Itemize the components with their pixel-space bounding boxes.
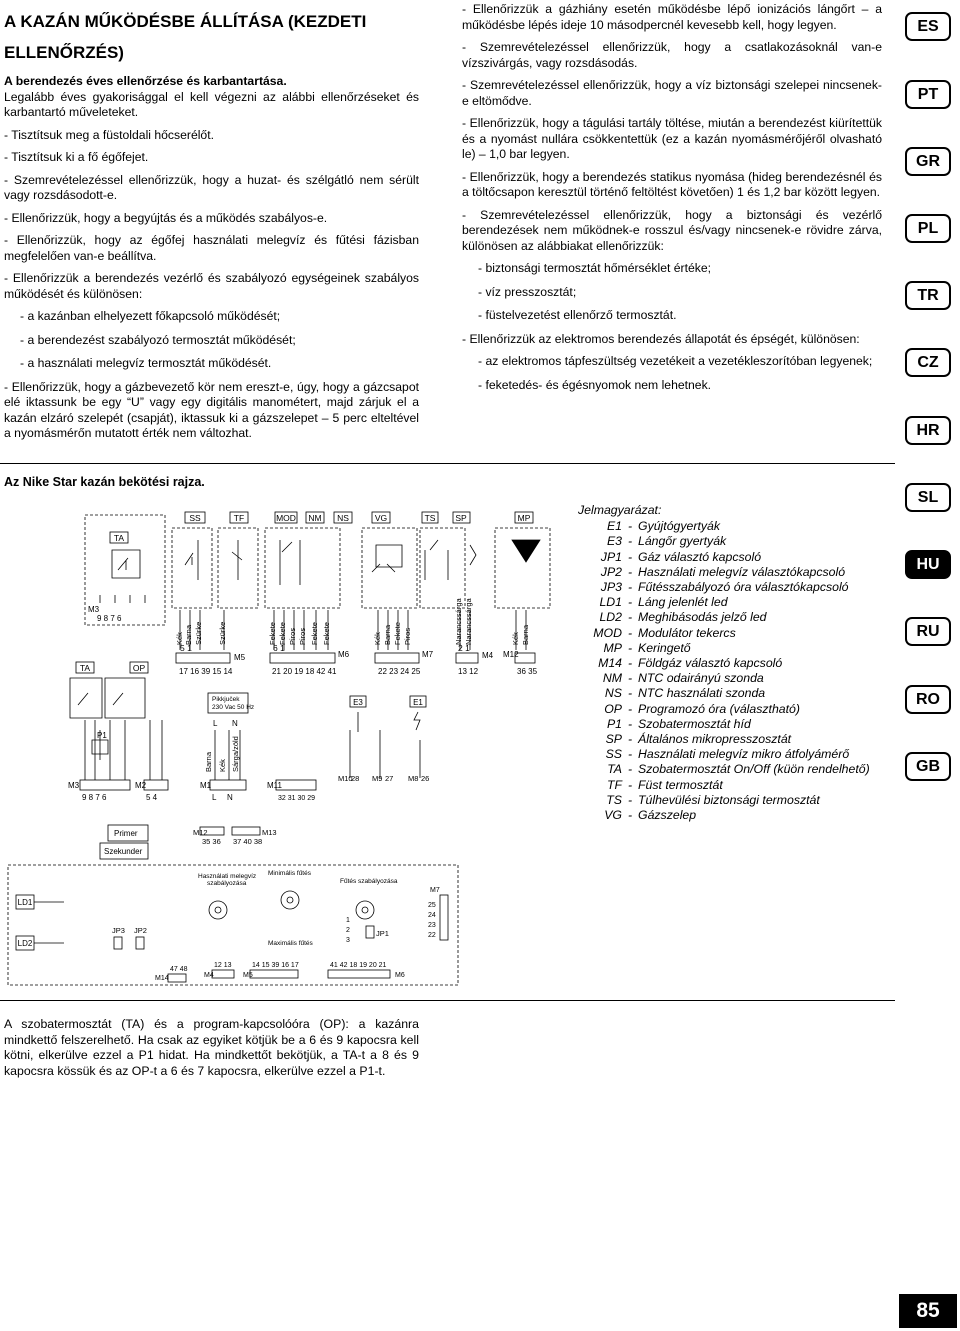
- tab-cz[interactable]: CZ: [905, 348, 951, 377]
- wire-label: Narancssárga: [464, 598, 473, 645]
- supply-wire: Kék: [218, 759, 227, 772]
- m7-label: M7: [422, 650, 434, 659]
- m1-label: M1: [200, 781, 212, 790]
- m10-pin: 28: [351, 774, 360, 783]
- m12-pins: 36 35: [517, 667, 538, 676]
- legend-item: [578, 702, 870, 717]
- wire-label: Szürke: [218, 621, 227, 645]
- legend-text: Meghibásodás jelző led: [638, 610, 767, 625]
- m6b-label: M6: [395, 972, 405, 979]
- m2-label: M2: [135, 781, 147, 790]
- m4-nums: 2 1: [458, 643, 470, 653]
- tab-sl[interactable]: SL: [905, 483, 951, 512]
- check-item: - Szemrevételezéssel ellenőrizzük, hogy a csatlakozásoknál van-e vízszivárgás, vagy rozsdásodás.: [462, 40, 882, 70]
- legend-dash: -: [627, 534, 633, 549]
- m12b-label: M12: [193, 828, 208, 837]
- legend-text: Láng jelenlét led: [638, 595, 728, 610]
- m2-pins: 5 4: [146, 793, 158, 802]
- right-column: [462, 2, 882, 401]
- jp2-label: JP2: [134, 926, 147, 935]
- e1-label: E1: [413, 698, 423, 707]
- m4-pins: 13 12: [458, 667, 479, 676]
- m14-pins: 47 48: [170, 966, 188, 973]
- jp1-label: JP1: [376, 929, 389, 938]
- legend-code: TS: [606, 792, 622, 807]
- legend-dash: -: [627, 777, 633, 792]
- legend-item: [578, 595, 870, 610]
- sub-check-item: - feketedés- és égésnyomok nem lehetnek.: [478, 377, 712, 392]
- check-item: - Ellenőrizzük a berendezés vezérlő és szabályozó egységeinek szabályos működését és különösen:: [4, 271, 419, 301]
- legend-text: Gáz választó kapcsoló: [638, 549, 762, 564]
- legend-item: [578, 793, 870, 808]
- legend-text: Túlhevülési biztonsági termosztát: [638, 792, 820, 807]
- ld2-label: LD2: [17, 939, 33, 948]
- legend-text: Keringető: [638, 640, 691, 655]
- legend-dash: -: [627, 549, 633, 564]
- component-boxes: [85, 515, 550, 625]
- m12-label: M12: [503, 650, 519, 659]
- wire-label: Fekete: [393, 622, 402, 645]
- op-label: OP: [132, 663, 146, 673]
- legend-item: [578, 550, 870, 565]
- legend-dash: -: [627, 732, 633, 747]
- legend-dash: -: [627, 762, 633, 777]
- m9-label: M9: [372, 774, 383, 783]
- wire-label: Fekete: [268, 622, 277, 645]
- check-item: - Tisztítsuk meg a füstoldali hőcserélőt.: [4, 127, 214, 142]
- wire-label: Piros: [403, 627, 412, 645]
- page-number: 85: [899, 1294, 957, 1328]
- wire-label: Barna: [383, 624, 392, 645]
- label-ts: TS: [424, 513, 436, 523]
- tab-pl[interactable]: PL: [905, 214, 951, 243]
- supply-wire: Sárga/zöld: [231, 736, 240, 772]
- tab-pt[interactable]: PT: [905, 80, 951, 109]
- m11-label: M11: [267, 781, 282, 790]
- m10-label: M10: [338, 774, 353, 783]
- legend-code: NS: [604, 686, 622, 701]
- legend-code: TF: [606, 777, 622, 792]
- legend-dash: -: [627, 671, 633, 686]
- section-title: [4, 6, 419, 68]
- m6-nums: 6 1: [273, 643, 285, 653]
- legend-dash: -: [627, 519, 633, 534]
- legend-text: Lángőr gyertyák: [638, 534, 727, 549]
- check-item: - Ellenőrizzük, hogy az égőfej használati melegvíz és fűtési fázisban megfelelően van-e beállítva.: [4, 233, 419, 263]
- tab-gb[interactable]: GB: [905, 752, 951, 781]
- supply-n2: N: [227, 793, 233, 802]
- legend-dash: -: [627, 747, 633, 762]
- wire-label: Kék: [373, 632, 382, 645]
- supply-l2: L: [212, 793, 217, 802]
- jp1-num: 2: [346, 927, 350, 934]
- sub-check-item: - biztonsági termosztát hőmérséklet értéke;: [478, 261, 712, 275]
- legend-text: Szobatermosztát On/Off (küön rendelhető): [638, 762, 870, 777]
- wire-label: Piros: [298, 627, 307, 645]
- label-ss: SS: [189, 513, 201, 523]
- wire-label: Narancssárga: [454, 598, 463, 645]
- legend-dash: -: [627, 610, 633, 625]
- check-item: - Tisztítsuk ki a fő égőfejet.: [4, 150, 149, 164]
- wiring-diagram: [0, 490, 560, 990]
- max-fut-label: Maximális fűtés: [268, 940, 313, 947]
- legend-dash: -: [627, 701, 633, 716]
- supply-line2: 230 Vac 50 Hz: [212, 704, 255, 711]
- m6b-pins: 41 42 18 19 20 21: [330, 962, 387, 969]
- legend-code: M14: [598, 656, 622, 671]
- legend-dash: -: [627, 792, 633, 807]
- legend-code: MP: [603, 640, 622, 655]
- m7-pins: 22 23 24 25: [378, 667, 421, 676]
- jp1-num: 3: [346, 937, 350, 944]
- m3b-label: M3: [68, 781, 80, 790]
- supply-line1: Pikkjuček: [212, 696, 240, 703]
- legend-code: SS: [605, 747, 622, 762]
- tab-ru[interactable]: RU: [905, 617, 951, 646]
- m7b-pin: 23: [428, 922, 436, 929]
- legend-dash: -: [627, 656, 633, 671]
- legend-item: [578, 656, 870, 671]
- e3-label: E3: [353, 698, 363, 707]
- legend-item: [578, 610, 870, 625]
- legend-code: SP: [605, 732, 622, 747]
- wire-label: Fekete: [322, 622, 331, 645]
- legend-code: TA: [607, 762, 622, 777]
- legend-item: [578, 641, 870, 656]
- legend-text: NTC odairányú szonda: [638, 671, 764, 686]
- m7b-pin: 22: [428, 932, 436, 939]
- wire-label: Kék: [511, 632, 520, 645]
- legend-dash: -: [627, 580, 633, 595]
- m7b-pin: 25: [428, 902, 436, 909]
- m3-label: M3: [88, 605, 100, 614]
- subtitle: A berendezés éves ellenőrzése és karbantartása.: [4, 74, 287, 88]
- tab-hr[interactable]: HR: [905, 416, 951, 445]
- wiring-title: Az Nike Star kazán bekötési rajza.: [4, 475, 205, 489]
- legend-code: E3: [606, 534, 622, 549]
- wire-label: Fekete: [310, 622, 319, 645]
- m5-label: M5: [234, 653, 246, 662]
- label-sp: SP: [455, 513, 467, 523]
- check-item: - Ellenőrizzük az elektromos berendezés állapotát és épségét, különösen:: [462, 331, 860, 346]
- legend-dash: -: [627, 625, 633, 640]
- m4b-label: M4: [204, 972, 214, 979]
- label-nm: NM: [308, 513, 322, 523]
- wire-label: Szürke: [194, 621, 203, 645]
- m4b-pins: 12 13: [214, 962, 232, 969]
- tab-tr[interactable]: TR: [905, 281, 951, 310]
- legend-item: [578, 686, 870, 701]
- divider: [0, 1000, 895, 1001]
- m8-label: M8: [408, 774, 419, 783]
- fut-szab-label: Fűtés szabályozása: [340, 878, 398, 885]
- legend-item: [578, 565, 870, 580]
- m5-pins: 17 16 39 15 14: [179, 667, 233, 676]
- supply-wire: Barna: [204, 751, 213, 772]
- m3b-pins: 9 8 7 6: [82, 793, 107, 802]
- hmv-label2: szabályozása: [207, 880, 247, 887]
- legend-code: NM: [602, 671, 622, 686]
- label-mp: MP: [517, 513, 531, 523]
- section-title-line2: ELLENŐRZÉS): [4, 43, 124, 62]
- label-mod: MOD: [276, 513, 296, 523]
- m13-pins: 37 40 38: [233, 837, 263, 846]
- ta-label-top: TA: [113, 533, 125, 543]
- legend-text: Programozó óra (választható): [638, 701, 800, 716]
- p1-label: P1: [97, 731, 107, 740]
- legend-dash: -: [627, 640, 633, 655]
- legend-item: [578, 778, 870, 793]
- m5-nums: 5 1: [180, 643, 192, 653]
- m11-pins: 32 31 30 29: [278, 795, 315, 802]
- m5b-pins: 14 15 39 16 17: [252, 962, 299, 969]
- label-ns: NS: [337, 513, 349, 523]
- sub-check-item: - füstelvezetést ellenőrző termosztát.: [478, 308, 677, 322]
- legend-dash: -: [627, 564, 633, 579]
- m5b-label: M5: [243, 972, 253, 979]
- sub-check-item: - a kazánban elhelyezett főkapcsoló működését;: [20, 309, 281, 323]
- legend-dash: -: [627, 808, 633, 823]
- divider: [0, 463, 895, 464]
- legend-item: [578, 671, 870, 686]
- legend-item: [578, 580, 870, 595]
- check-item: - Ellenőrizzük, hogy a begyújtás és a működés szabályos-e.: [4, 210, 328, 225]
- m7b-pin: 24: [428, 912, 436, 919]
- m6-label: M6: [338, 650, 350, 659]
- legend-text: Használati melegvíz választókapcsoló: [638, 564, 846, 579]
- legend-text: Gázszelep: [638, 808, 697, 823]
- check-item: - Szemrevételezéssel ellenőrizzük, hogy a huzat- és szélgátló nem sérült vagy rozsdásodott-e.: [4, 172, 419, 202]
- m7b-label: M7: [430, 887, 440, 894]
- m12b-pins: 35 36: [202, 837, 221, 846]
- tab-ro[interactable]: RO: [905, 685, 951, 714]
- szekunder-label: Szekunder: [104, 847, 143, 856]
- legend-dash: -: [627, 716, 633, 731]
- section-title-line1: A KAZÁN MŰKÖDÉSBE ÁLLÍTÁSA (KEZDETI: [4, 12, 367, 31]
- legend-text: Használati melegvíz mikro átfolyámérő: [638, 747, 850, 762]
- legend-item: [578, 732, 870, 747]
- legend-code: LD2: [599, 610, 622, 625]
- m9-pin: 27: [385, 774, 394, 783]
- legend-item: [578, 626, 870, 641]
- sub-check-item: - az elektromos tápfeszültség vezetékeit a vezetékleszorítóban legyenek;: [478, 354, 873, 368]
- check-item: - Szemrevételezéssel ellenőrizzük, hogy a víz biztonsági szelepei nincsenek-e eltömődve.: [462, 78, 882, 108]
- legend-text: Füst termosztát: [638, 777, 723, 792]
- wire-label: Fekete: [278, 622, 287, 645]
- m6-pins: 21 20 19 18 42 41: [272, 667, 337, 676]
- check-item: - Szemrevételezéssel ellenőrizzük, hogy a biztonsági és vezérlő berendezések nem működnek-e rosszul és/vagy nincsenek-e rövidre zárva, különösen az alábbiakat ellenőrizzük:: [462, 207, 882, 253]
- legend-text: Földgáz választó kapcsoló: [638, 656, 783, 671]
- legend-dash: -: [627, 595, 633, 610]
- m13-label: M13: [262, 828, 277, 837]
- legend-text: Általános mikropresszosztát: [638, 732, 792, 747]
- sub-check-item: - víz presszosztát;: [478, 284, 577, 299]
- legend-dash: -: [627, 686, 633, 701]
- min-fut-label: Minimális fűtés: [268, 870, 311, 877]
- legend-text: Szobatermosztát híd: [638, 716, 751, 731]
- wire-label: Kék: [175, 632, 184, 645]
- legend-code: E1: [606, 519, 622, 534]
- wire-label: Piros: [288, 627, 297, 645]
- tab-es[interactable]: ES: [905, 12, 951, 41]
- left-column: [4, 6, 419, 449]
- tab-gr[interactable]: GR: [905, 147, 951, 176]
- legend-text: Fűtésszabályozó óra választókapcsoló: [638, 580, 849, 595]
- check-item: - Ellenőrizzük, hogy a berendezés statikus nyomása (hideg berendezésnél és a töltőcsapon keresztül történő feltöltést követően) 1 és 1,2 bar között legyen.: [462, 169, 882, 199]
- m14-label: M14: [155, 975, 169, 982]
- legend-item: [578, 762, 870, 777]
- ld1-label: LD1: [17, 898, 33, 907]
- primer-label: Primer: [114, 829, 138, 838]
- wire-label: Barna: [521, 624, 530, 645]
- ta-label: TA: [79, 663, 91, 673]
- wire-label: Barna: [184, 624, 193, 645]
- legend-title: Jelmagyarázat:: [578, 503, 662, 517]
- check-item: - Ellenőrizzük, hogy a tágulási tartály töltése, miután a berendezést kiürítettük és a nyomást nullára csökkentettük (ez a kazán nyomásmérőjéről olvasható le) – 1,0 bar legyen.: [462, 116, 882, 161]
- m4-label: M4: [482, 651, 494, 660]
- legend-code: OP: [604, 701, 622, 716]
- tab-hu[interactable]: HU: [905, 550, 951, 579]
- legend-item: [578, 747, 870, 762]
- supply-n: N: [232, 719, 238, 728]
- legend-code: JP3: [600, 580, 622, 595]
- m8-pin: 26: [421, 774, 430, 783]
- legend-item: [578, 808, 870, 823]
- legend-code: P1: [606, 716, 622, 731]
- legend: [578, 503, 870, 823]
- legend-item: [578, 717, 870, 732]
- check-item: - Ellenőrizzük a gázhiány esetén működésbe lépő ionizációs lángőrt – a működésbe lépés ideje 10 másodpercnél kevesebb kell, hogy legyen.: [462, 2, 882, 32]
- hmv-label1: Használati melegvíz: [198, 873, 257, 880]
- legend-text: NTC használati szonda: [638, 686, 766, 701]
- label-vg: VG: [374, 513, 388, 523]
- legend-item: [578, 534, 870, 549]
- jp3-label: JP3: [112, 926, 125, 935]
- m3-pins: 9 8 7 6: [97, 614, 122, 623]
- legend-code: VG: [604, 808, 622, 823]
- legend-code: JP1: [600, 549, 622, 564]
- jp1-num: 1: [346, 917, 350, 924]
- sub-check-item: - a használati melegvíz termosztát működését.: [20, 356, 272, 370]
- legend-code: MOD: [593, 625, 622, 640]
- supply-l: L: [213, 719, 218, 728]
- check-item: - Ellenőrizzük, hogy a gázbevezető kör nem ereszt-e, úgy, hogy a gázcsapot elé iktassunk be egy “U” vagy egy digitális manométert, majd zárjuk el a kazán elzáró szelepét (csapját), iktassuk ki a gázszelepet – 5 perc elteltével a nyomásmérőn mutatott érték nem változhat.: [4, 379, 419, 440]
- legend-text: Gyújtógyertyák: [638, 519, 721, 534]
- component-labels: [185, 512, 533, 523]
- label-tf: TF: [233, 513, 245, 523]
- legend-text: Modulátor tekercs: [638, 625, 736, 640]
- legend-code: JP2: [600, 564, 622, 579]
- bottom-paragraph: A szobatermosztát (TA) és a program-kapcsolóóra (OP): a kazánra mindkettő felszerelhető. Ha csak az egyiket kötjük be a 6 és 9 kapocsra kell kötni, elkerülve ezzel a P1 hidat. Ha mindkettőt bekötjük, a TA-t a 8 és 9 kapocsra kössük és az OP-t a 6 és 7 kapocsra, elkerülve ezzel a P1-t.: [4, 1017, 419, 1078]
- sub-check-item: - a berendezést szabályozó termosztát működését;: [20, 332, 296, 347]
- legend-item: [578, 519, 870, 534]
- intro-paragraph: Legalább éves gyakorisággal el kell végezni az alábbi ellenőrzéseket és karbantartó műveleteket.: [4, 89, 419, 119]
- legend-code: LD1: [599, 595, 622, 610]
